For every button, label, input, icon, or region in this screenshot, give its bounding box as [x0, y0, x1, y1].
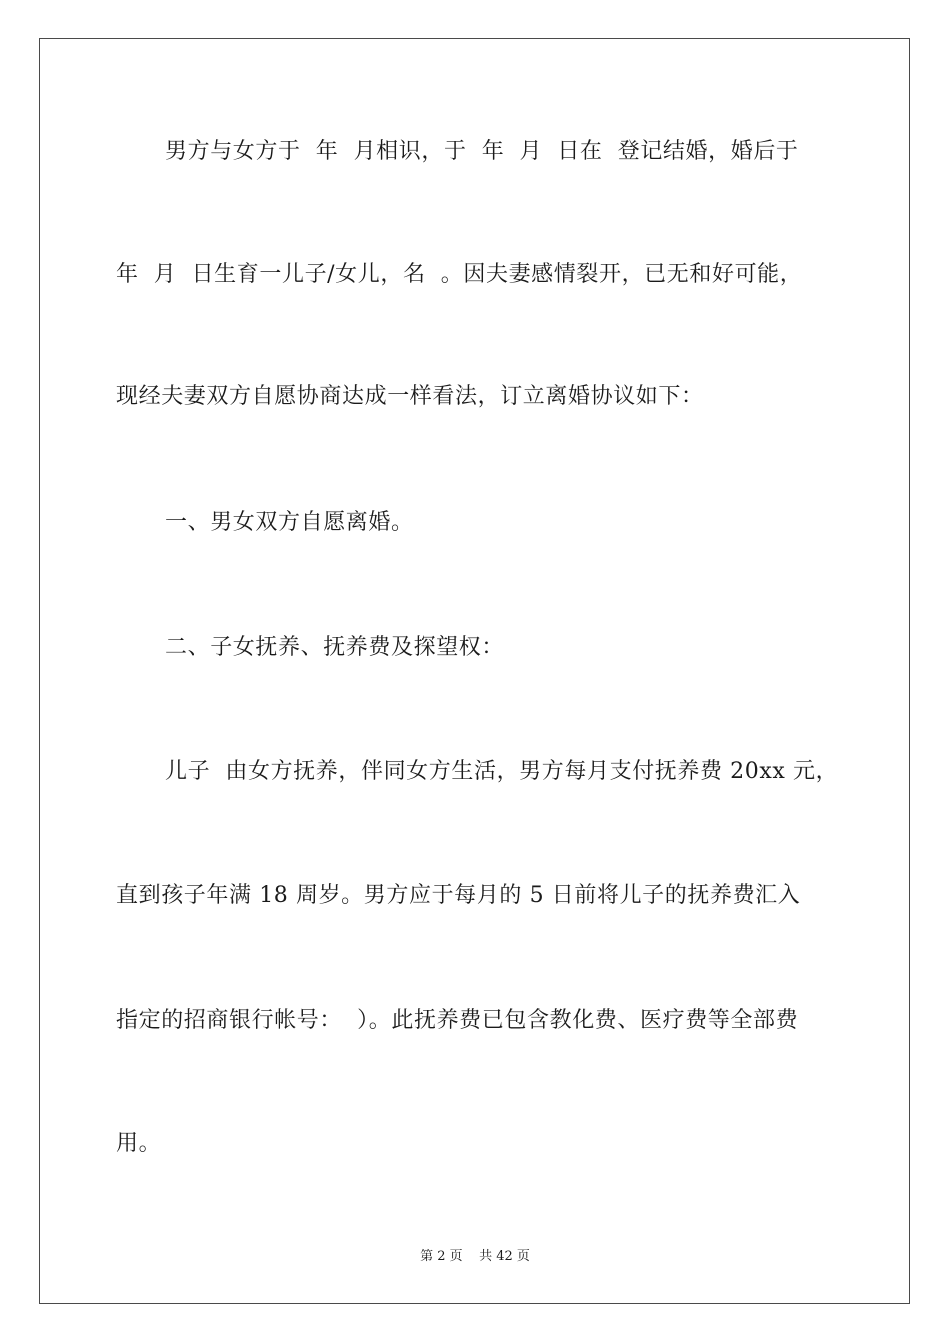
- page-number-footer: 第 2 页 共 42 页: [420, 1249, 530, 1264]
- page-frame: [39, 38, 910, 1304]
- paragraph-line: 用。: [116, 1131, 162, 1156]
- paragraph-line: 现经夫妻双方自愿协商达成一样看法，订立离婚协议如下：: [116, 384, 704, 409]
- paragraph-line: 年 月 日生育一儿子/女儿，名 。因夫妻感情裂开，已无和好可能，: [116, 262, 803, 287]
- paragraph-line: 指定的招商银行帐号： ）。此抚养费已包含教化费、医疗费等全部费: [116, 1008, 799, 1033]
- clause-heading: 二、子女抚养、抚养费及探望权：: [165, 635, 505, 660]
- paragraph-line: 儿子 由女方抚养，伴同女方生活，男方每月支付抚养费 20xx 元，: [165, 759, 839, 784]
- paragraph-line: 直到孩子年满 18 周岁。男方应于每月的 5 日前将儿子的抚养费汇入: [116, 883, 801, 908]
- clause-heading: 一、男女双方自愿离婚。: [165, 510, 414, 535]
- paragraph-line: 男方与女方于 年 月相识，于 年 月 日在 登记结婚，婚后于: [165, 139, 799, 164]
